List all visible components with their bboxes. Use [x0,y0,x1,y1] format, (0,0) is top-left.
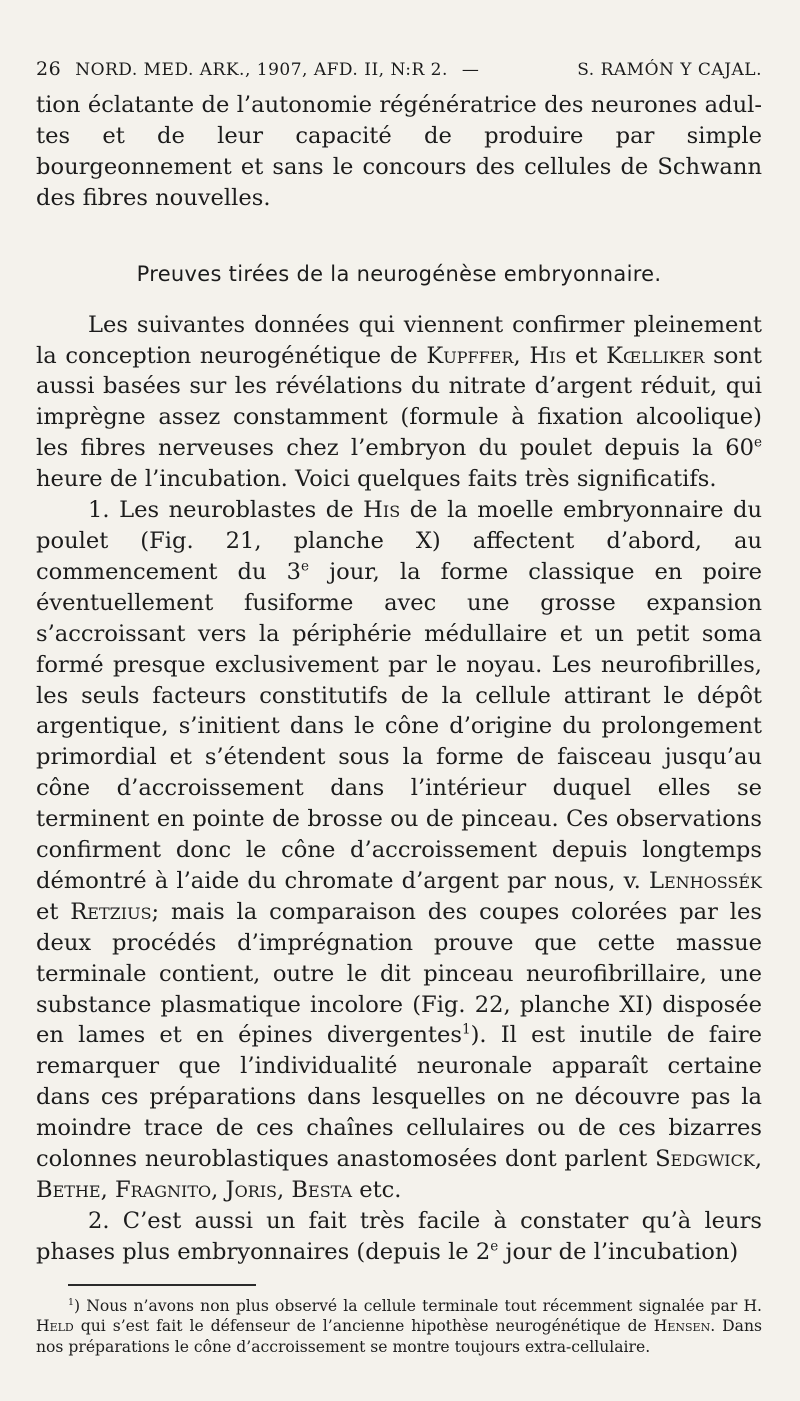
footnote-marker: 1 [68,1296,74,1308]
paragraph-neurogenesis-intro: Les suivantes données qui viennent confirmer pleinement la conception neurogénétique de Kupffer, His et Kœlliker sont aussi basées sur les révélations du nitrate d’argent réduit, qui imprègne assez constamment (formule à fixation alcoolique) les fibres nerveuses chez l’embryon du poulet depuis la 60e heure de l’incubation. Voici quelques faits très significatifs. [36,311,762,493]
author-sedgwick: Sedgwick [655,1146,755,1173]
author-lenhossek: Lenhossék [648,867,762,894]
journal-reference: NORD. MED. ARK., 1907, AFD. II, N:R 2. [75,60,448,80]
author-his: His [363,497,401,524]
author-bethe: Bethe [36,1177,101,1203]
paragraph-continued: tion éclatante de l’autonomie régénératrice des neurones adul-tes et de leur capacité de produire par simple bourgeonnement et sans le concours des cellules de Schwann des fibres nouvelles. [36,92,762,211]
author-name: S. RAMÓN Y CAJAL. [577,60,762,80]
body-text [36,90,762,1268]
running-header [36,58,762,80]
author-kupffer: Kupffer [426,342,514,369]
author-hensen: Hensen [653,1317,711,1336]
footnote: $^1$) Nous n’avons non plus observé la cellule terminale tout récemment signalée par H. Held qui s’est fait le défenseur de l’ancienne hipothèse neurogénétique de Hensen. Dans nos préparations le cône d’accroissement se montre toujours extra-cellulaire. [36,1296,762,1356]
footnote-divider [68,1284,256,1286]
author-fragnito: Fragnito [114,1177,212,1203]
author-besta: Besta [291,1177,353,1203]
header-separator: — [461,60,480,80]
paragraph-point-1: 1. Les neuroblastes de His de la moelle embryonnaire du poulet (Fig. 21, planche X) affectent d’abord, au commencement du 3e jour, la forme classique en poire éventuellement fusiforme avec une grosse expansion s’accroissant vers la périphérie médullaire et un petit soma formé presque exclusivement par le noyau. Les neurofibrilles, les seuls facteurs constitutifs de la cellule attirant le dépôt argentique, s’initient dans le cône d’origine du prolongement primordial et s’étendent sous la forme de faisceau jusqu’au cône d’accroissement dans l’intérieur duquel elles se terminent en pointe de brosse ou de pinceau. Ces observations confirment donc le cône d’accroissement depuis longtemps démontré à l’aide du chromate d’argent par nous, v. Lenhossék et Retzius; mais la comparaison des coupes colorées par les deux procédés d’imprégnation prouve que cette massue terminale contient, outre le dit pinceau neurofibrillaire, une substance plasmatique incolore (Fig. 22, planche XI) disposée en lames et en épines divergentes$^1$). Il est inutile de faire remarquer que l’individualité neuronale apparaît certaine dans ces préparations dans lesquelles on ne découvre pas la moindre trace de ces chaînes cellulaires ou de ces bizarres colonnes neuroblastiques anastomosées dont parlent Sedgwick, Bethe, Fragnito, Joris, Besta etc. [36,497,762,1203]
paragraph-point-2: 2. C’est aussi un fait très facile à constater qu’à leurs phases plus embryonnaires (depuis le 2e jour de l’incubation) [36,1207,762,1265]
section-heading: Preuves tirées de la neurogénèse embryonnaire. [136,261,662,286]
page-number: 26 [36,58,62,80]
author-held: Held [36,1317,74,1336]
author-his: His [529,342,567,369]
author-koelliker: Kœlliker [606,342,705,369]
author-joris: Joris [225,1177,278,1203]
footnote-reference: 1 [461,1021,471,1038]
author-retzius: Retzius [70,898,152,925]
